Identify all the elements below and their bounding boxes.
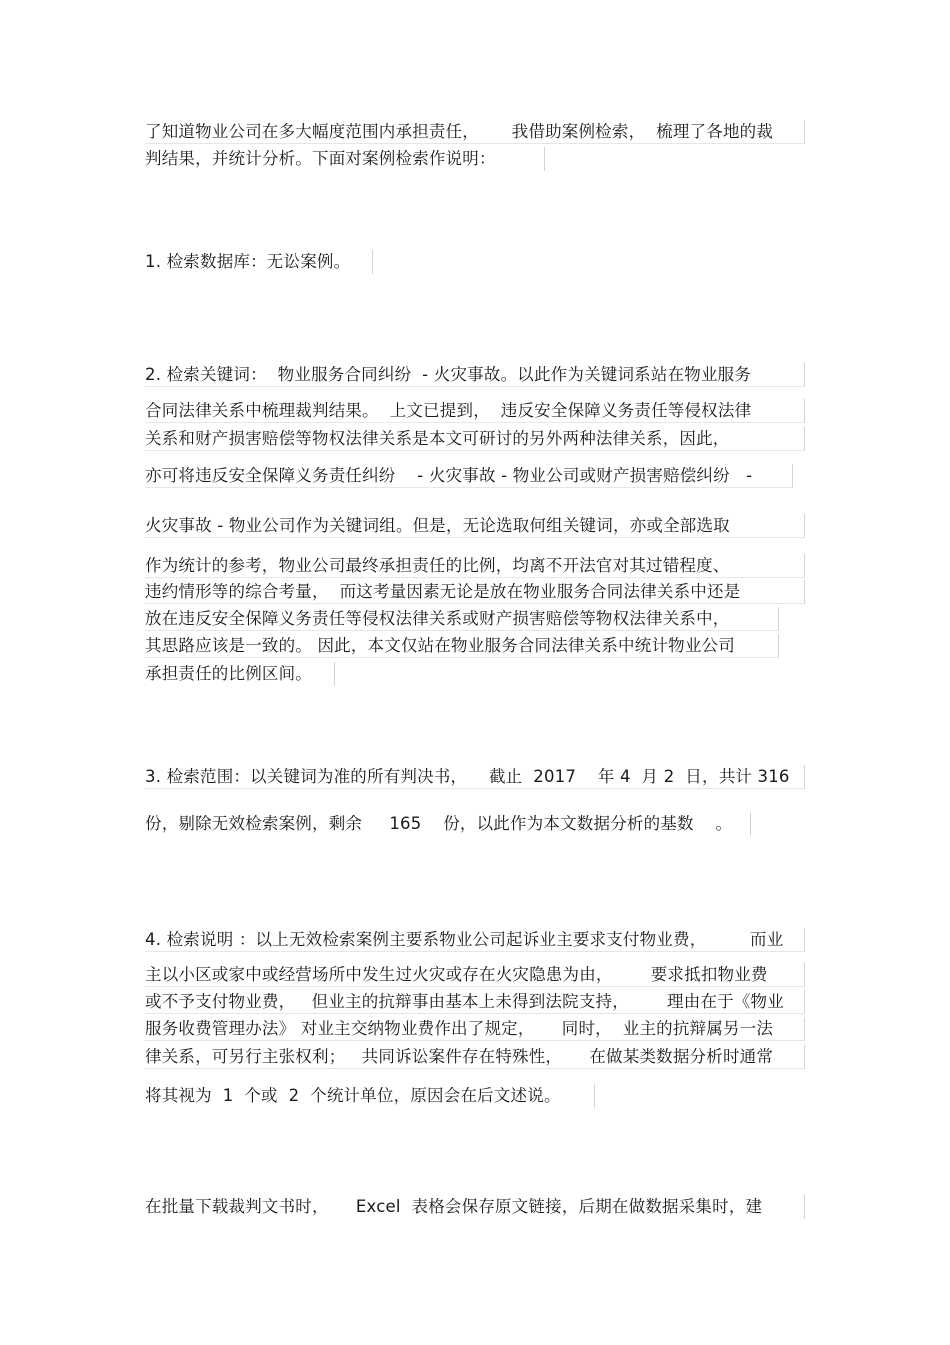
text-line: 火灾事故 - 物业公司作为关键词组。但是，无论选取何组关键词，亦或全部选取 xyxy=(145,514,805,538)
text-line: 关系和财产损害赔偿等物权法律关系是本文可研讨的另外两种法律关系，因此， xyxy=(145,427,805,451)
text-line: 了知道物业公司在多大幅度范围内承担责任， 我借助案例检索， 梳理了各地的裁 xyxy=(145,120,805,144)
text-line: 服务收费管理办法》 对业主交纳物业费作出了规定， 同时， 业主的抗辩属另一法 xyxy=(145,1017,805,1041)
text-line: 亦可将违反安全保障义务责任纠纷 - 火灾事故 - 物业公司或财产损害赔偿纠纷 - xyxy=(145,464,793,488)
text-line: 2. 检索关键词： 物业服务合同纠纷 - 火灾事故。以此作为关键词系站在物业服务 xyxy=(145,363,805,387)
text-line: 3. 检索范围：以关键词为准的所有判决书， 截止 2017 年 4 月 2 日，共计 316 xyxy=(145,765,805,789)
text-line: 判结果，并统计分析。下面对案例检索作说明： xyxy=(145,147,545,171)
text-line: 在批量下载裁判文书时， Excel 表格会保存原文链接，后期在做数据采集时，建 xyxy=(145,1195,805,1219)
text-line: 合同法律关系中梳理裁判结果。 上文已提到， 违反安全保障义务责任等侵权法律 xyxy=(145,399,805,423)
text-line: 1. 检索数据库：无讼案例。 xyxy=(145,250,373,274)
text-line: 违约情形等的综合考量， 而这考量因素无论是放在物业服务合同法律关系中还是 xyxy=(145,580,805,604)
text-line: 其思路应该是一致的。 因此，本文仅站在物业服务合同法律关系中统计物业公司 xyxy=(145,634,779,658)
text-line: 承担责任的比例区间。 xyxy=(145,662,335,686)
text-line: 作为统计的参考，物业公司最终承担责任的比例，均离不开法官对其过错程度、 xyxy=(145,554,805,578)
text-line: 份，剔除无效检索案例，剩余 165 份，以此作为本文数据分析的基数 。 xyxy=(145,812,751,836)
text-line: 律关系，可另行主张权利； 共同诉讼案件存在特殊性， 在做某类数据分析时通常 xyxy=(145,1045,805,1069)
text-line: 放在违反安全保障义务责任等侵权法律关系或财产损害赔偿等物权法律关系中， xyxy=(145,607,779,631)
text-line: 将其视为 1 个或 2 个统计单位，原因会在后文述说。 xyxy=(145,1084,595,1108)
text-line: 4. 检索说明 ：以上无效检索案例主要系物业公司起诉业主要求支付物业费， 而业 xyxy=(145,928,805,952)
text-line: 或不予支付物业费， 但业主的抗辩事由基本上未得到法院支持， 理由在于《物业 xyxy=(145,990,805,1014)
text-line: 主以小区或家中或经营场所中发生过火灾或存在火灾隐患为由， 要求抵扣物业费 xyxy=(145,963,805,987)
